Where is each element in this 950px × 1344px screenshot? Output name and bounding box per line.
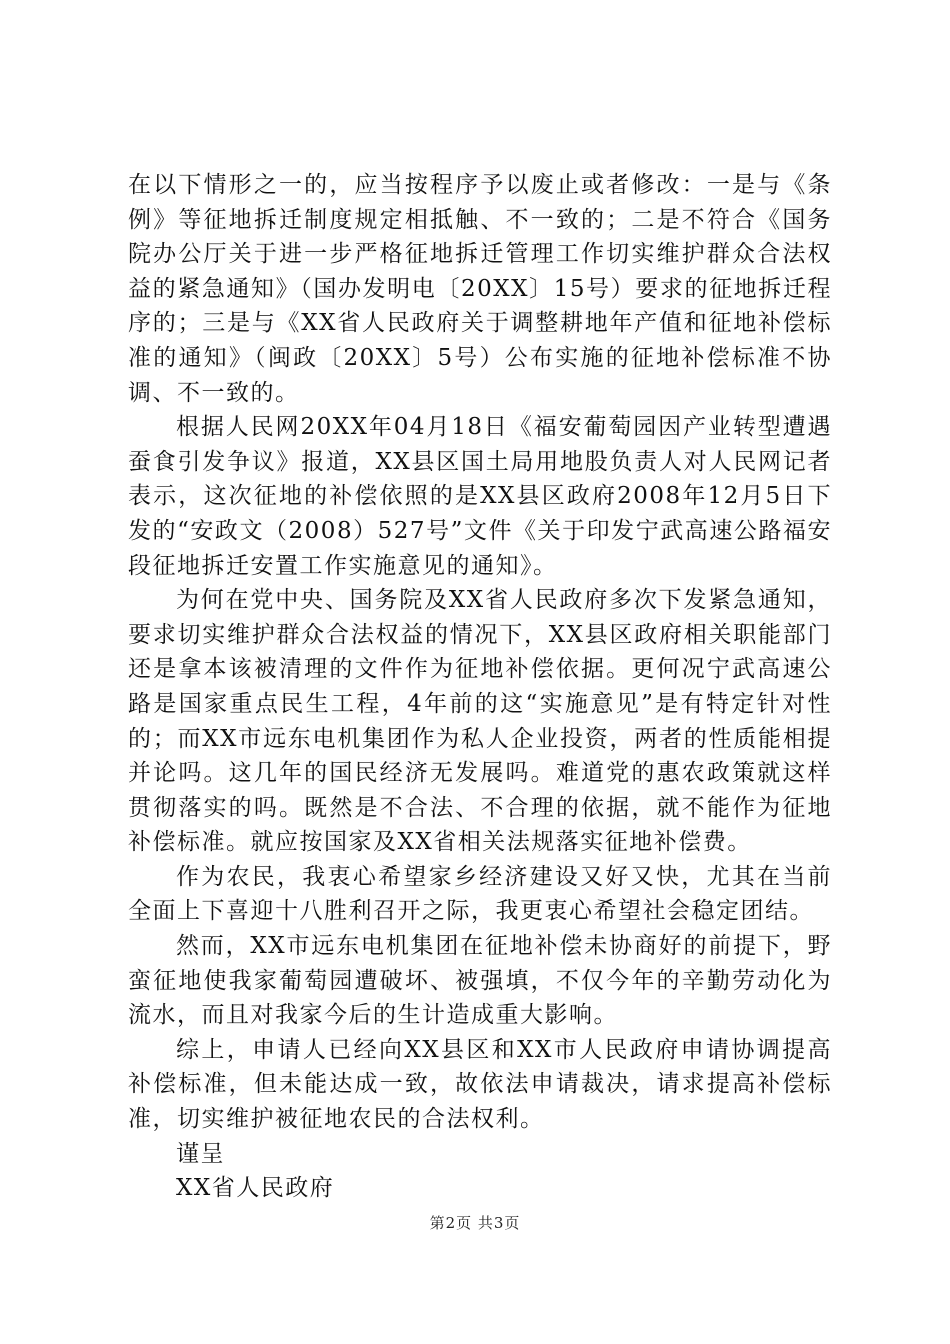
paragraph-continuation: 在以下情形之一的，应当按程序予以废止或者修改：一是与《条例》等征地拆迁制度规定相抵触、不一致的；二是不符合《国务院办公厅关于进一步严格征地拆迁管理工作切实维护群众合法权益的紧急通知》（国办发明电〔20XX〕15号）要求的征地拆迁程序的；三是与《XX省人民政府关于调整耕地年产值和征地补偿标准的通知》（闽政〔20XX〕5号）公布实施的征地补偿标准不协调、不一致的。	[128, 172, 832, 406]
closing-respectfully: 谨呈	[176, 1140, 225, 1167]
closing-recipient: XX省人民政府	[176, 1175, 335, 1202]
paragraph-farmer-wish: 作为农民，我衷心希望家乡经济建设又好又快，尤其在当前全面上下喜迎十八胜利召开之际，我更衷心希望社会稳定团结。	[128, 863, 832, 925]
paragraph-questioning: 为何在党中央、国务院及XX省人民政府多次下发紧急通知，要求切实维护群众合法权益的情况下，XX县区政府相关职能部门还是拿本该被清理的文件作为征地补偿依据。更何况宁武高速公路是国家重点民生工程，4年前的这“实施意见”是有特定针对性的；而XX市远东电机集团作为私人企业投资，两者的性质能相提并论吗。这几年的国民经济无发展吗。难道党的惠农政策就这样贯彻落实的吗。既然是不合法、不合理的依据，就不能作为征地补偿标准。就应按国家及XX省相关法规落实征地补偿费。	[128, 587, 832, 856]
paragraph-damage: 然而，XX市远东电机集团在征地补偿未协商好的前提下，野蛮征地使我家葡萄园遭破坏、被强填，不仅今年的辛勤劳动化为流水，而且对我家今后的生计造成重大影响。	[128, 933, 832, 1029]
page-number-footer: 第2页 共3页	[429, 1214, 521, 1232]
paragraph-news-report: 根据人民网20XX年04月18日《福安葡萄园因产业转型遭遇蚕食引发争议》报道，XX县区国土局用地股负责人对人民网记者表示，这次征地的补偿依照的是XX县区政府2008年12月5日下发的“安政文（2008）527号”文件《关于印发宁武高速公路福安段征地拆迁安置工作实施意见的通知》。	[128, 414, 832, 579]
document-body	[128, 168, 832, 1206]
paragraph-conclusion: 综上，申请人已经向XX县区和XX市人民政府申请协调提高补偿标准，但未能达成一致，故依法申请裁决，请求提高补偿标准，切实维护被征地农民的合法权利。	[128, 1036, 832, 1133]
